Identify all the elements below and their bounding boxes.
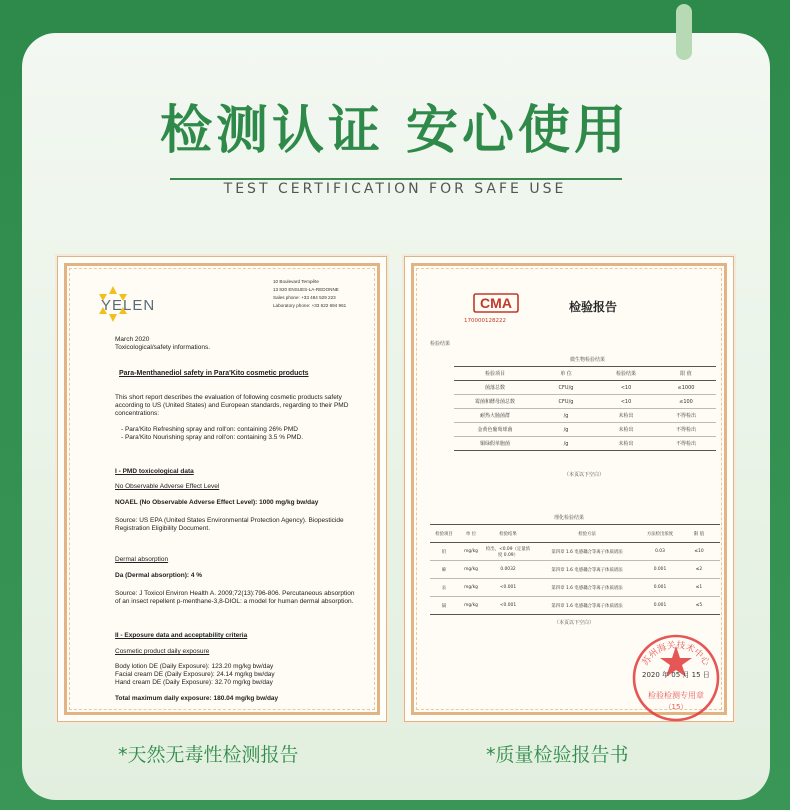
report-intro: Toxicological/safety informations. [115, 344, 211, 351]
page-subtitle: TEST CERTIFICATION FOR SAFE USE [223, 181, 567, 197]
section-heading: II - Exposure data and acceptability criteria [115, 632, 248, 639]
subsection-heading: Dermal absorption [115, 556, 169, 563]
document-frame [64, 263, 380, 715]
stamp-date: 2020 年 05 月 15 日 [642, 671, 710, 679]
svg-text:检验检测专用章: 检验检测专用章 [648, 691, 704, 700]
svg-text:苏州海关技术中心: 苏州海关技术中心 [640, 640, 712, 668]
source-text: Source: US EPA (United States Environmental Protection Agency). Biopesticide Registration Eligibility Document. [115, 517, 344, 532]
toxicology-report-document [57, 256, 387, 722]
product-item: - Para'Kito Nourishing spray and roll'on: containing 3.5 % PMD. [121, 434, 304, 441]
dermal-value: Da (Dermal absorption): 4 % [115, 572, 203, 579]
exposure-row: Body lotion DE (Daily Exposure): 123.20 mg/kg bw/day [115, 663, 274, 670]
caption-toxicity-report: *天然无毒性检测报告 [118, 744, 299, 766]
quality-inspection-report-document [404, 256, 734, 722]
report-paragraph: This short report describes the evaluation of following cosmetic products safety according to US (United States) and European standards, regarding to their PMD concentrations: [115, 394, 349, 417]
blank-note: （本页以下空白） [554, 620, 595, 626]
microbiology-table: 检验项目 单 位 检验结果 限 值 菌落总数 CFU/g <10 ≤1000 霉菌和酵母菌总数 CFU/g <10 ≤100 耐热大肠菌群 /g 未检出 不得检出 金黄色葡萄球菌 /g 未检出 不得检出 铜绿假单胞菌 /g 未检出 不得检出 [454, 366, 716, 451]
physicochemical-table: 检验项目 单 位 检验结果 检验方法 方法检出浓度 限 值 铅 mg/kg 检出，<0.09（定量浓度 0.09） 第四章 1.6 电感耦合等离子体质谱法 0.03 ≤10 砷 mg/kg 0.0032 第四章 1.6 电感耦合等离子体质谱法 0.001 ≤2 汞 mg/kg <0.001 第四章 1.6 电感耦合等离子体质谱法 0.001 ≤1 镉 mg/kg <0.001 第四章 1.6 电感耦合等离子体质谱法 0.001 ≤5 [430, 524, 720, 615]
title-divider [170, 178, 622, 180]
cma-logo-icon [472, 292, 520, 314]
table-row: 金黄色葡萄球菌 /g 未检出 不得检出 [454, 423, 716, 437]
exposure-row: Facial cream DE (Daily Exposure): 24.14 mg/kg bw/day [115, 671, 275, 678]
result-label: 检验结果 [430, 341, 451, 347]
report-heading: Para-Menthanediol safety in Para'Kito cosmetic products [119, 370, 309, 377]
table-title: 理化检验结果 [554, 515, 585, 521]
section-heading: I - PMD toxicological data [115, 468, 194, 475]
table-row: 霉菌和酵母菌总数 CFU/g <10 ≤100 [454, 395, 716, 409]
noael-value: NOAEL (No Observable Adverse Effect Level): 1000 mg/kg bw/day [115, 499, 319, 506]
product-item: - Para'Kito Refreshing spray and roll'on: containing 26% PMD [121, 426, 298, 433]
decor-pill [676, 4, 692, 60]
exposure-row: Hand cream DE (Daily Exposure): 32.70 mg/kg bw/day [115, 679, 273, 686]
cma-number: 170000128222 [464, 318, 506, 324]
table-row: 汞 mg/kg <0.001 第四章 1.6 电感耦合等离子体质谱法 0.001 ≤1 [430, 579, 720, 597]
caption-quality-report: *质量检验报告书 [486, 744, 629, 766]
page-title: 检测认证 安心使用 [159, 101, 631, 161]
document-frame [411, 263, 727, 715]
subsection-heading: No Observable Adverse Effect Level [115, 483, 220, 490]
subsection-heading: Cosmetic product daily exposure [115, 648, 210, 655]
svg-text:（15）: （15） [664, 703, 688, 711]
svg-text:CMA: CMA [480, 295, 512, 311]
table-row: 砷 mg/kg 0.0032 第四章 1.6 电感耦合等离子体质谱法 0.001 ≤2 [430, 561, 720, 579]
table-title: 微生物检验结果 [570, 357, 606, 363]
report-title: 检验报告 [569, 300, 618, 314]
table-row: 铅 mg/kg 检出，<0.09（定量浓度 0.09） 第四章 1.6 电感耦合等离子体质谱法 0.03 ≤10 [430, 543, 720, 561]
total-exposure: Total maximum daily exposure: 180.04 mg/kg bw/day [115, 695, 279, 702]
report-date: March 2020 [115, 336, 150, 343]
company-address: 10 Boulevard Tempête 13 820 ENSUES-LA-REDONNE Sales phone: +33 484 529 223 Laboratory phone: +33 622 694 961 [273, 279, 347, 308]
logo-wordmark: YELEN [101, 297, 156, 314]
table-row: 菌落总数 CFU/g <10 ≤1000 [454, 381, 716, 395]
table-row: 铜绿假单胞菌 /g 未检出 不得检出 [454, 437, 716, 451]
blank-note: （本页以下空白） [564, 472, 605, 478]
table-row: 耐热大肠菌群 /g 未检出 不得检出 [454, 409, 716, 423]
source-text: Source: J Toxicol Environ Health A. 2009;72(13):796-806. Percutaneous absorption of an insect repellent p-menthane-3,8-DIOL: a model for human dermal absorption. [115, 590, 355, 605]
table-row: 镉 mg/kg <0.001 第四章 1.6 电感耦合等离子体质谱法 0.001 ≤5 [430, 597, 720, 615]
